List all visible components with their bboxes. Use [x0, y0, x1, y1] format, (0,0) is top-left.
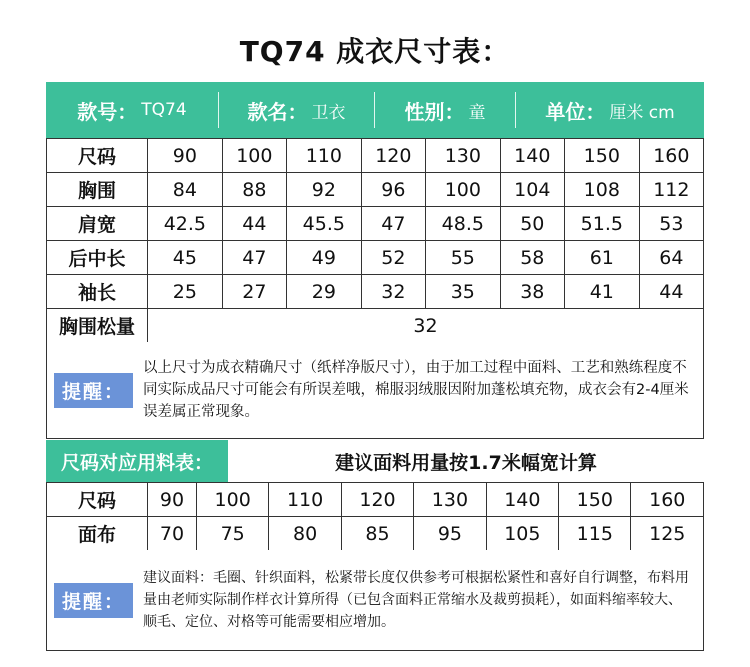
- table-cell: 47: [222, 241, 286, 275]
- material-note: [46, 550, 704, 651]
- table-cell: 84: [148, 173, 223, 207]
- info-name-value: 卫衣: [311, 102, 346, 123]
- page-title: TQ74 成衣尺寸表：: [239, 35, 511, 68]
- table-cell: 130: [425, 139, 500, 173]
- table-cell: 100: [196, 483, 268, 517]
- table-cell: 49: [286, 241, 361, 275]
- reminder-text: 以上尺寸为成衣精确尺寸（纸样净版尺寸），由于加工过程中面料、工艺和熟练程度不同实际成品尺寸可能会有所误差哦，棉服羽绒服因附加蓬松填充物，成衣会有2-4厘米误差属正常现象。: [143, 360, 689, 420]
- table-cell: 112: [639, 173, 703, 207]
- table-cell: 45.5: [286, 207, 361, 241]
- table-cell: 48.5: [425, 207, 500, 241]
- info-unit-value: 厘米 cm: [609, 102, 675, 123]
- table-cell: 110: [286, 139, 361, 173]
- table-cell: 104: [500, 173, 564, 207]
- table-cell: 90: [148, 139, 223, 173]
- table-cell: 55: [425, 241, 500, 275]
- table-cell: 53: [639, 207, 703, 241]
- row-label: 尺码: [47, 483, 148, 517]
- material-title: 尺码对应用料表：: [46, 440, 228, 482]
- info-model: [46, 82, 218, 138]
- material-table: [46, 482, 704, 551]
- table-cell: 64: [639, 241, 703, 275]
- material-header: [46, 440, 704, 483]
- table-cell: 45: [148, 241, 223, 275]
- table-row: [47, 139, 704, 173]
- info-bar: [46, 82, 704, 138]
- reminder-badge: 提醒：: [54, 373, 133, 408]
- table-cell: 42.5: [148, 207, 223, 241]
- table-cell: 58: [500, 241, 564, 275]
- table-cell: 92: [286, 173, 361, 207]
- info-unit: [516, 82, 704, 138]
- table-row: [47, 241, 704, 275]
- info-gender-label: 性别：: [404, 99, 465, 124]
- material-note-text: 建议面料：毛圈、针织面料，松紧带长度仅供参考可根据松紧性和喜好自行调整，布料用量由老师实际制作样衣计算所得（已包含面料正常缩水及裁剪损耗），如面料缩率较大、顺毛、定位、对格等可能需要相应增加。: [143, 570, 690, 630]
- table-cell: 80: [269, 517, 341, 551]
- table-cell: 51.5: [564, 207, 639, 241]
- table-cell: 29: [286, 275, 361, 309]
- table-cell: 115: [559, 517, 631, 551]
- table-cell: 70: [148, 517, 197, 551]
- row-label: 后中长: [47, 241, 148, 275]
- table-cell: 61: [564, 241, 639, 275]
- row-label: 袖长: [47, 275, 148, 309]
- table-cell: 140: [486, 483, 558, 517]
- row-label: 胸围: [47, 173, 148, 207]
- table-cell: 100: [425, 173, 500, 207]
- table-row: [47, 309, 704, 343]
- ease-value: 32: [148, 309, 704, 343]
- info-model-value: TQ74: [141, 100, 187, 120]
- table-cell: 52: [361, 241, 425, 275]
- table-cell: 88: [222, 173, 286, 207]
- table-cell: 47: [361, 207, 425, 241]
- material-note-badge: 提醒：: [54, 583, 133, 618]
- table-cell: 50: [500, 207, 564, 241]
- table-cell: 25: [148, 275, 223, 309]
- table-cell: 108: [564, 173, 639, 207]
- ease-label: 胸围松量: [47, 309, 148, 343]
- table-cell: 44: [222, 207, 286, 241]
- table-row: [47, 517, 704, 551]
- table-cell: 41: [564, 275, 639, 309]
- reminder-note: [46, 342, 704, 439]
- info-model-label: 款号：: [77, 99, 138, 124]
- table-cell: 105: [486, 517, 558, 551]
- row-label: 面布: [47, 517, 148, 551]
- size-table: [46, 138, 704, 343]
- table-cell: 75: [196, 517, 268, 551]
- table-cell: 110: [269, 483, 341, 517]
- info-name-label: 款名：: [247, 99, 308, 124]
- table-cell: 160: [639, 139, 703, 173]
- table-cell: 130: [414, 483, 486, 517]
- info-gender: [375, 82, 515, 138]
- table-cell: 140: [500, 139, 564, 173]
- material-rule: 建议面料用量按1.7米幅宽计算: [335, 451, 597, 474]
- row-label: 尺码: [47, 139, 148, 173]
- table-cell: 150: [559, 483, 631, 517]
- table-cell: 160: [631, 483, 704, 517]
- table-cell: 125: [631, 517, 704, 551]
- table-cell: 85: [341, 517, 413, 551]
- table-cell: 120: [361, 139, 425, 173]
- table-row: [47, 207, 704, 241]
- row-label: 肩宽: [47, 207, 148, 241]
- table-cell: 27: [222, 275, 286, 309]
- table-row: [47, 483, 704, 517]
- table-cell: 100: [222, 139, 286, 173]
- table-row: [47, 173, 704, 207]
- table-cell: 90: [148, 483, 197, 517]
- info-unit-label: 单位：: [545, 99, 606, 124]
- info-name: [219, 82, 374, 138]
- info-gender-value: 童: [468, 102, 486, 123]
- table-cell: 150: [564, 139, 639, 173]
- table-cell: 32: [361, 275, 425, 309]
- table-cell: 35: [425, 275, 500, 309]
- table-cell: 96: [361, 173, 425, 207]
- table-cell: 38: [500, 275, 564, 309]
- table-cell: 44: [639, 275, 703, 309]
- table-cell: 95: [414, 517, 486, 551]
- table-cell: 120: [341, 483, 413, 517]
- table-row: [47, 275, 704, 309]
